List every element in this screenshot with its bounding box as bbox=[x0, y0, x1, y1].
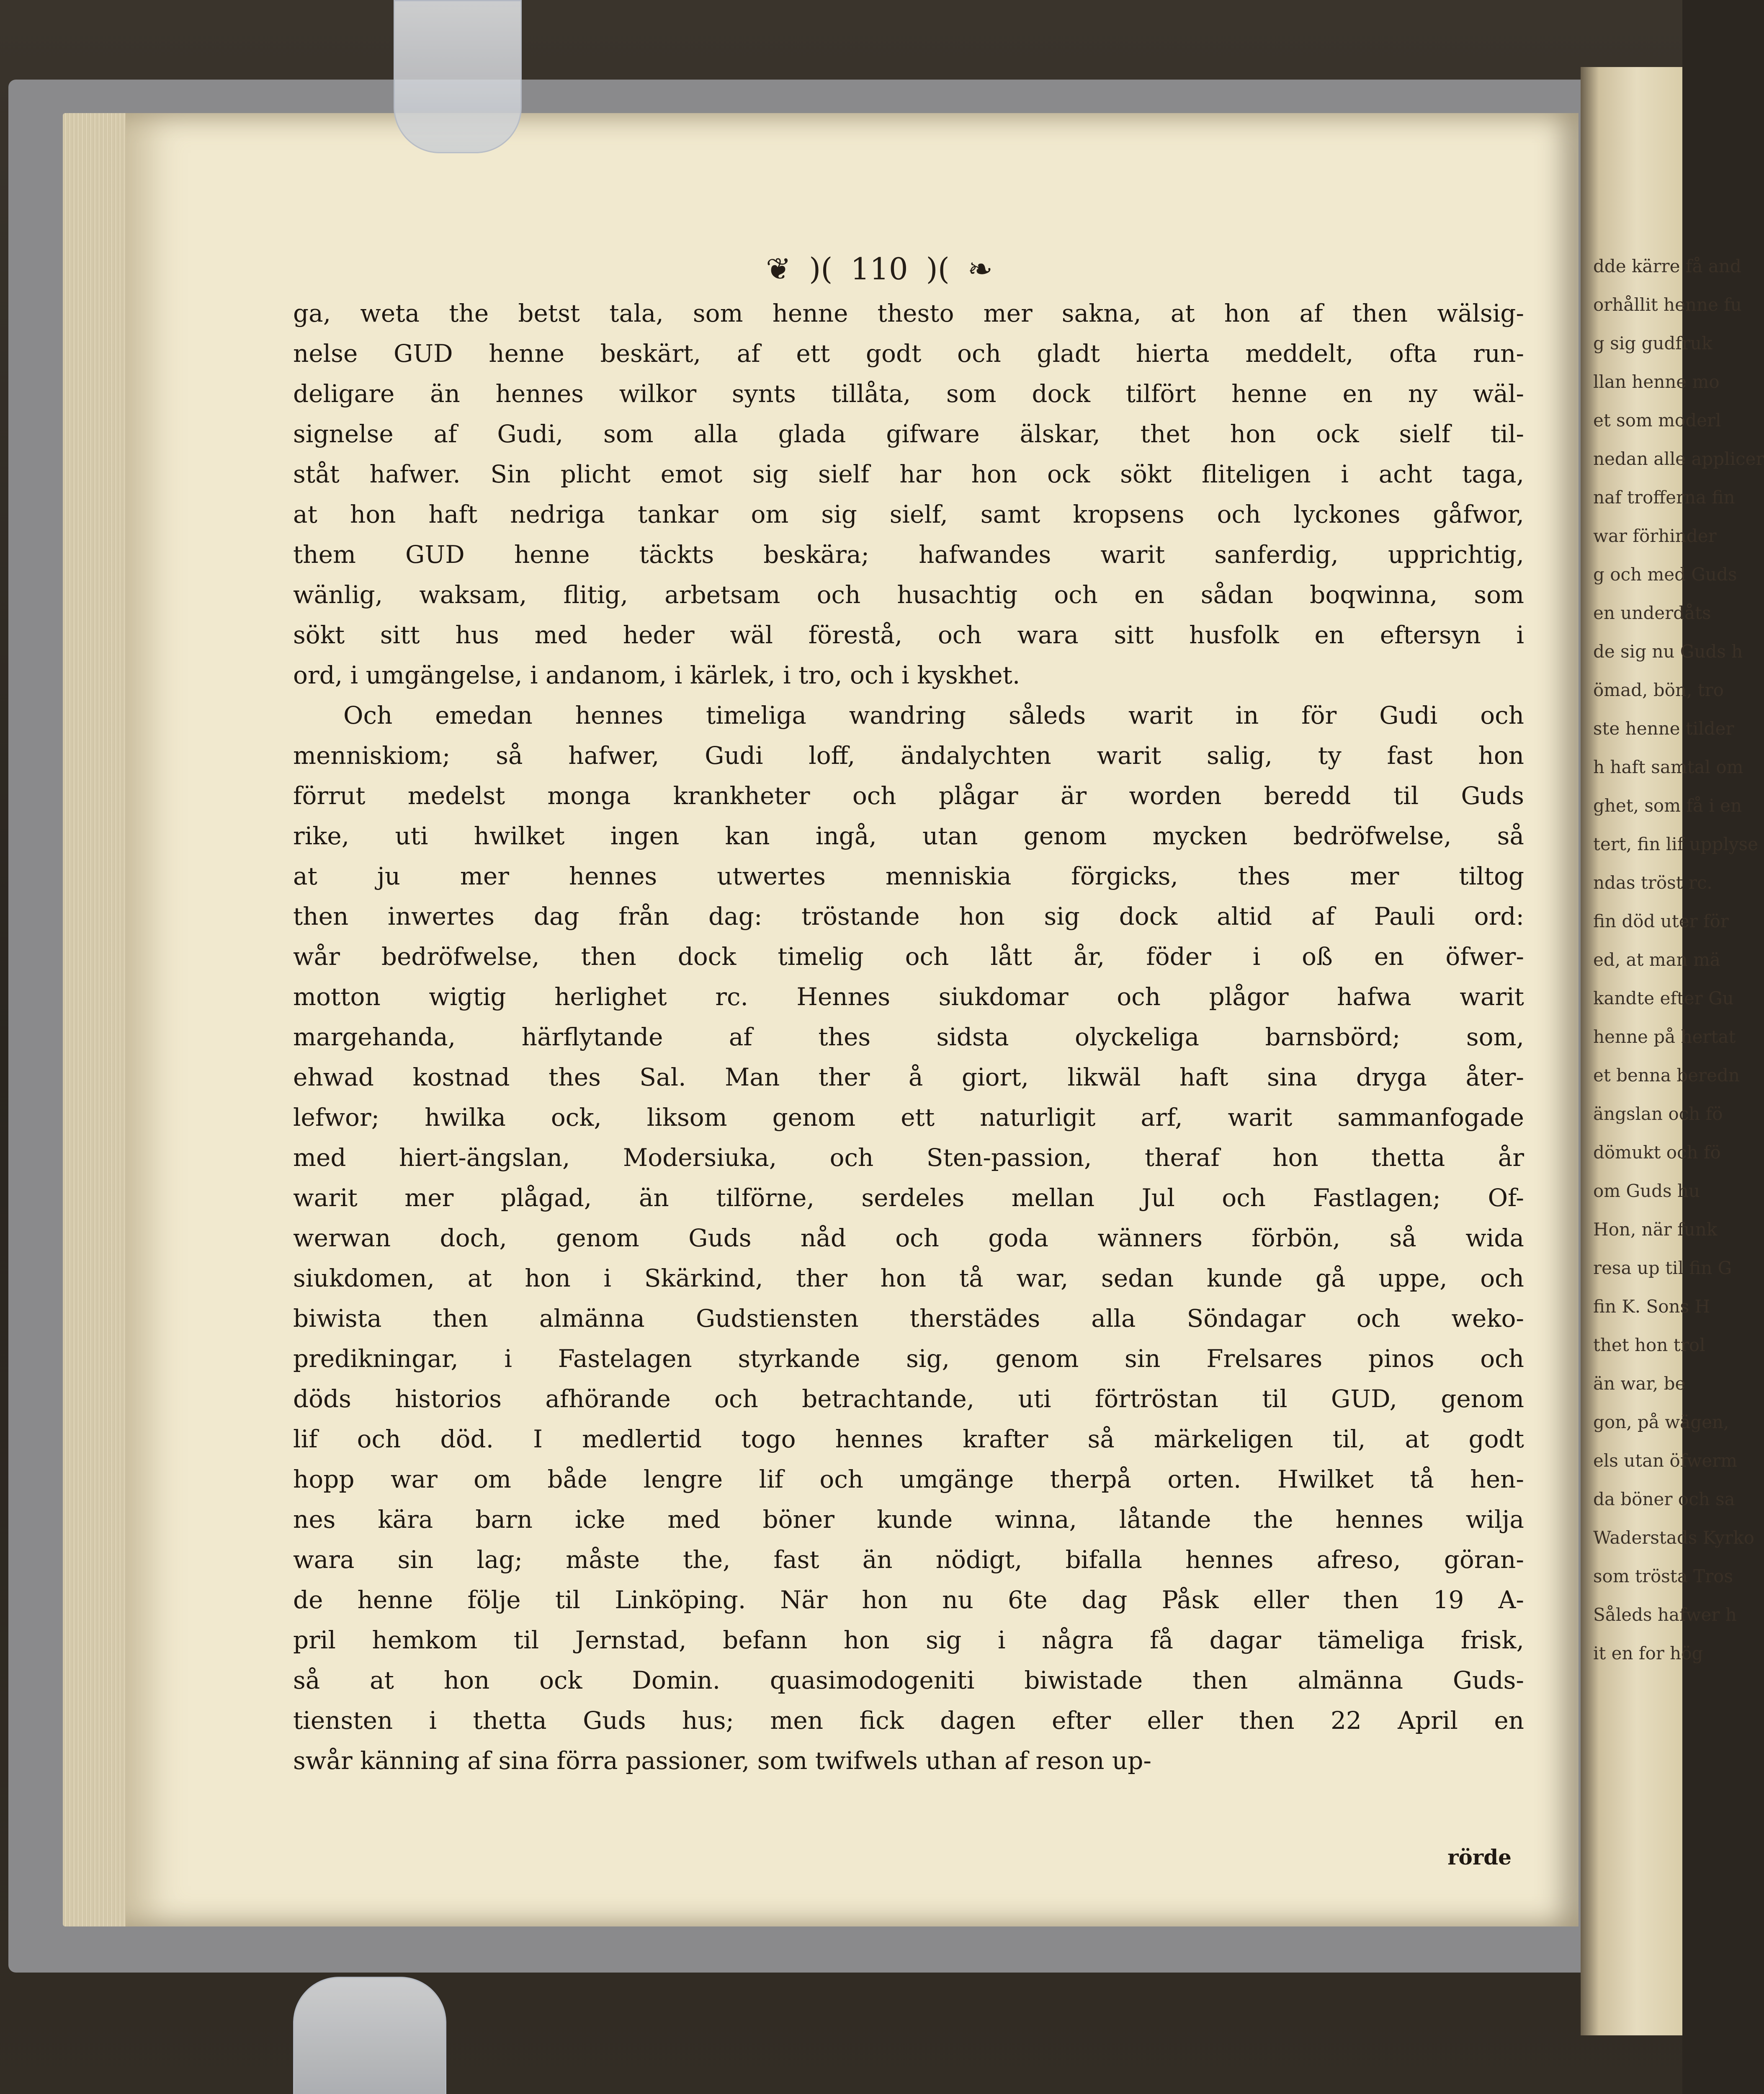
text-line: warit mer plågad, än tilförne, serdeles mellan Jul och Fastlagen; Of- bbox=[293, 1184, 1524, 1212]
text-line: lefwor; hwilka ock, liksom genom ett naturligit arf, warit sammanfogade bbox=[293, 1103, 1524, 1132]
text-line: motton wigtig herlighet rc. Hennes siukdomar och plågor hafwa warit bbox=[293, 983, 1524, 1011]
facing-page-line: ömad, bön, tro bbox=[1593, 680, 1724, 700]
facing-page-strip bbox=[1581, 67, 1764, 2035]
facing-page-line: h haft samtal om bbox=[1593, 757, 1743, 777]
text-line: döds historios afhörande och betrachtande, uti förtröstan til GUD, genom bbox=[293, 1385, 1524, 1413]
right-bracket: )( bbox=[926, 251, 950, 286]
facing-page-line: kandte efter Gu bbox=[1593, 988, 1734, 1008]
facing-page-line: ste henne tilder bbox=[1593, 718, 1734, 739]
text-line: margehanda, härflytande af thes sidsta olyckeliga barnsbörd; som, bbox=[293, 1023, 1524, 1051]
facing-page-line: et som moderl bbox=[1593, 410, 1721, 431]
facing-page-line: war förhinder bbox=[1593, 526, 1717, 546]
text-line: deligare än hennes wilkor synts tillåta, som dock tilfört henne en ny wäl- bbox=[293, 379, 1524, 408]
facing-page-line: om Guds hu bbox=[1593, 1181, 1700, 1201]
facing-page-line: fin död uter för bbox=[1593, 911, 1729, 931]
facing-page-line: nedan alle applicer bbox=[1593, 449, 1764, 469]
text-line: ståt hafwer. Sin plicht emot sig sielf har hon ock sökt fliteligen i acht taga, bbox=[293, 460, 1524, 488]
facing-page-line: ghet, som få i en bbox=[1593, 795, 1742, 816]
facing-page-line: Hon, när funk bbox=[1593, 1219, 1718, 1240]
body-text bbox=[293, 293, 1524, 1781]
facing-page-line: Waderstads Kyrko bbox=[1593, 1527, 1754, 1548]
facing-page-line: dde kärre få and bbox=[1593, 256, 1741, 276]
text-line: så at hon ock Domin. quasimodogeniti biwistade then almänna Guds- bbox=[293, 1666, 1524, 1694]
facing-page-line: tert, fin lif upplyse bbox=[1593, 834, 1758, 854]
facing-page-line: dömukt och fö bbox=[1593, 1142, 1721, 1163]
bottom-book-clip bbox=[293, 1977, 446, 2094]
text-line: biwista then almänna Gudstiensten therstädes alla Söndagar och weko- bbox=[293, 1304, 1524, 1333]
text-line: de henne följe til Linköping. När hon nu 6te dag Påsk eller then 19 A- bbox=[293, 1586, 1524, 1614]
text-line: signelse af Gudi, som alla glada gifware älskar, thet hon ock sielf til- bbox=[293, 420, 1524, 448]
text-line: werwan doch, genom Guds nåd och goda wänners förbön, så wida bbox=[293, 1224, 1524, 1252]
text-line: then inwertes dag från dag: tröstande hon sig dock altid af Pauli ord: bbox=[293, 902, 1524, 931]
left-ornament-icon: ❦ bbox=[765, 251, 791, 286]
text-line: med hiert-ängslan, Modersiuka, och Sten-passion, theraf hon thetta år bbox=[293, 1143, 1524, 1172]
text-line: ehwad kostnad thes Sal. Man ther å giort, likwäl haft sina dryga åter- bbox=[293, 1063, 1524, 1091]
facing-page-line: de sig nu Guds h bbox=[1593, 641, 1743, 662]
facing-page-line: Såleds hafwer h bbox=[1593, 1604, 1737, 1625]
text-line: nelse GUD henne beskärt, af ett godt och gladt hierta meddelt, ofta run- bbox=[293, 339, 1524, 368]
page-number: 110 bbox=[850, 251, 908, 286]
catchword: rörde bbox=[1447, 1845, 1512, 1870]
text-line: lif och död. I medlertid togo hennes krafter så märkeligen til, at godt bbox=[293, 1425, 1524, 1453]
facing-page-line: llan henne mo bbox=[1593, 371, 1720, 392]
text-line: wara sin lag; måste the, fast än nödigt, bifalla hennes afreso, göran- bbox=[293, 1545, 1524, 1574]
facing-page-line: som trösta Tros bbox=[1593, 1566, 1733, 1586]
facing-page-line: gon, på wägen, bbox=[1593, 1412, 1729, 1432]
right-ornament-icon: ❧ bbox=[967, 251, 993, 286]
facing-page-line: thet hon trol bbox=[1593, 1335, 1705, 1355]
facing-page-line: orhållit henne fu bbox=[1593, 294, 1742, 315]
text-line: siukdomen, at hon i Skärkind, ther hon tå war, sedan kunde gå uppe, och bbox=[293, 1264, 1524, 1292]
text-line: wänlig, waksam, flitig, arbetsam och husachtig och en sådan boqwinna, som bbox=[293, 580, 1524, 609]
text-line: förrut medelst monga krankheter och plågar är worden beredd til Guds bbox=[293, 781, 1524, 810]
facing-page-line: henne på hertat bbox=[1593, 1026, 1736, 1047]
text-line: Och emedan hennes timeliga wandring såleds warit in för Gudi och bbox=[343, 701, 1524, 730]
text-line: ga, weta the betst tala, som henne thesto mer sakna, at hon af then wälsig- bbox=[293, 299, 1524, 328]
text-line: hopp war om både lengre lif och umgänge therpå orten. Hwilket tå hen- bbox=[293, 1465, 1524, 1493]
text-line: tiensten i thetta Guds hus; men fick dagen efter eller then 22 April en bbox=[293, 1706, 1524, 1735]
text-line: them GUD henne täckts beskära; hafwandes warit sanferdig, upprichtig, bbox=[293, 540, 1524, 569]
facing-page-line: g och med Guds bbox=[1593, 564, 1737, 585]
facing-page-line: en underdåts bbox=[1593, 603, 1711, 623]
facing-page-line: et benna beredn bbox=[1593, 1065, 1740, 1086]
facing-page-line: fin K. Sons H bbox=[1593, 1296, 1710, 1317]
left-bracket: )( bbox=[809, 251, 833, 286]
text-line: predikningar, i Fastelagen styrkande sig, genom sin Frelsares pinos och bbox=[293, 1344, 1524, 1373]
facing-page-line: da böner och sa bbox=[1593, 1489, 1735, 1509]
text-line: ord, i umgängelse, i andanom, i kärlek, i tro, och i kyskhet. bbox=[293, 661, 1020, 689]
text-line: at hon haft nedriga tankar om sig sielf, samt kropsens och lyckones gåfwor, bbox=[293, 500, 1524, 529]
text-line: at ju mer hennes utwertes menniskia förgicks, thes mer tiltog bbox=[293, 862, 1524, 890]
text-line: rike, uti hwilket ingen kan ingå, utan genom mycken bedröfwelse, så bbox=[293, 822, 1524, 850]
text-line: menniskiom; så hafwer, Gudi loff, ändalychten warit salig, ty fast hon bbox=[293, 741, 1524, 770]
running-header bbox=[691, 251, 1068, 297]
facing-page-line: g sig gudfruk bbox=[1593, 333, 1712, 353]
facing-page-line: ndas tröst rc. bbox=[1593, 872, 1712, 893]
facing-page-text bbox=[1581, 67, 1764, 1673]
text-line: sökt sitt hus med heder wäl förestå, och wara sitt husfolk en eftersyn i bbox=[293, 621, 1524, 649]
facing-page-line: ed, at man mä bbox=[1593, 949, 1720, 970]
text-line: wår bedröfwelse, then dock timelig och lått år, föder i oß en öfwer- bbox=[293, 942, 1524, 971]
facing-page-line: naf trofferna fin bbox=[1593, 487, 1735, 508]
text-line: nes kära barn icke med böner kunde winna, låtande the hennes wilja bbox=[293, 1505, 1524, 1534]
facing-page-line: än war, be bbox=[1593, 1373, 1686, 1394]
text-line: swår känning af sina förra passioner, som twifwels uthan af reson up- bbox=[293, 1746, 1151, 1775]
text-line: pril hemkom til Jernstad, befann hon sig i några få dagar tämeliga frisk, bbox=[293, 1626, 1524, 1654]
facing-page-line: it en for hög bbox=[1593, 1643, 1703, 1663]
facing-page-line: resa up til fin G bbox=[1593, 1258, 1732, 1278]
facing-page-line: ängslan och fö bbox=[1593, 1104, 1723, 1124]
facing-page-line: els utan öfwerm bbox=[1593, 1450, 1738, 1471]
top-book-clip bbox=[394, 0, 522, 153]
